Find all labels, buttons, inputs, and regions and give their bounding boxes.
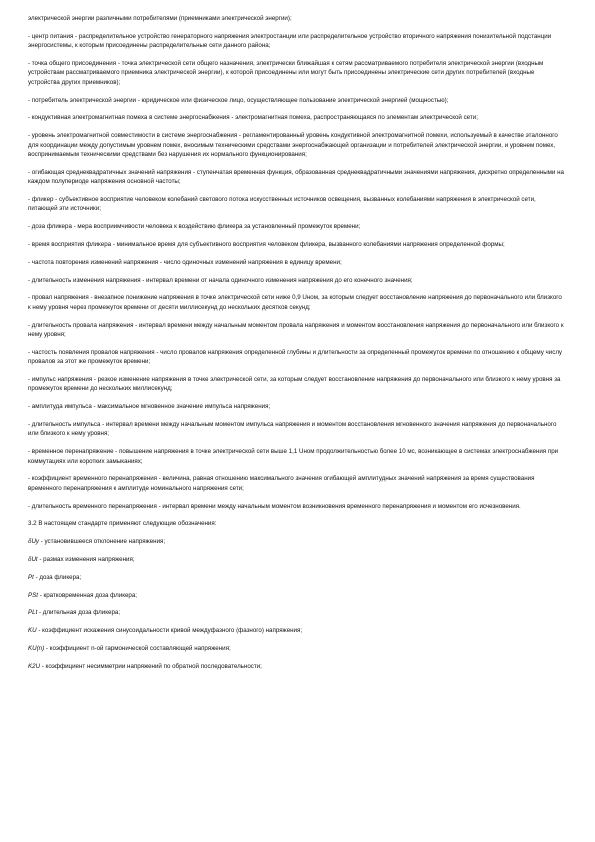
- paragraph: - длительность изменения напряжения - интервал времени от начала одиночного изменения напряжения до его конечного значения;: [28, 276, 413, 284]
- paragraph: - потребитель электрической энергии - юридическое или физическое лицо, осуществляющее пользование электрической энергией (мощностью);: [28, 96, 449, 104]
- symbol: Pt: [28, 573, 34, 581]
- symbol-definition: [28, 644, 566, 653]
- paragraph: - длительность провала напряжения - интервал времени между начальным моментом провала напряжения и моментом восстановления напряжения до первоначального или близкого к нему уровня;: [28, 321, 564, 339]
- paragraph: - фликер - субъективное восприятие человеком колебаний светового потока искусственных источников освещения, вызванных колебаниями напряжения в электрической сети, питающей эти источники;: [28, 196, 536, 213]
- symbol-definition: [28, 626, 566, 635]
- paragraph: - частость появления провалов напряжения - число провалов напряжения определенной глубины и длительности за определенный промежуток времени по отношению к общему числу провалов за этот же промежуток времени;: [28, 348, 563, 366]
- symbol-meaning: - коэффициент n-ой гармонической составляющей напряжения;: [44, 645, 231, 652]
- symbol-definition: [28, 537, 566, 546]
- section-heading: 3.2 В настоящем стандарте применяют следующие обозначения:: [28, 520, 217, 528]
- symbol: PSt: [28, 591, 38, 599]
- paragraph: - временное перенапряжение - повышение напряжения в точке электрической сети выше 1,1 Uном продолжительностью более 10 мс, возникающее в системах электроснабжения при коммутациях или коротких замыканиях;: [28, 448, 559, 465]
- symbol-definition: [28, 608, 566, 617]
- symbol: KU: [28, 627, 37, 635]
- symbol: KU(n): [28, 645, 45, 652]
- symbol-definition: [28, 573, 566, 582]
- symbol-meaning: - длительная доза фликера;: [37, 609, 121, 617]
- paragraph: - время восприятия фликера - минимальное время для субъективного восприятия человеком фликера, вызванного колебаниями напряжения определенной формы;: [28, 241, 505, 249]
- paragraph: - импульс напряжения - резкое изменение напряжения в точке электрической сети, за которым следует восстановление напряжения до первоначального или близкого к нему уровня за промежуток времени до нескольких миллисекунд;: [28, 376, 561, 393]
- symbol-meaning: - коэффициент несимметрии напряжений по обратной последовательности;: [40, 662, 262, 670]
- document-body: [28, 14, 566, 680]
- symbol-meaning: - кратковременная доза фликера;: [37, 591, 138, 599]
- symbol-meaning: - доза фликера;: [33, 573, 82, 581]
- symbol-definition: [28, 591, 566, 600]
- symbol: δUt: [28, 556, 38, 564]
- paragraph: - коэффициент временного перенапряжения - величина, равная отношению максимального значения огибающей амплитудных значений напряжения за время существования временного перенапряжения к амплитуде номинального напряжения сети;: [28, 475, 535, 492]
- paragraph: - огибающая среднеквадратичных значений напряжения - ступенчатая временная функция, образованная среднеквадратичными значениями напряжения, дискретно определенными на каждом полупериоде напряжения основной частоты;: [28, 168, 564, 186]
- paragraph: - доза фликера - мера восприимчивости человека к воздействию фликера за установленный промежуток времени;: [28, 223, 361, 231]
- paragraph: - провал напряжения - внезапное понижение напряжения в точке электрической сети ниже 0,9 Uном, за которым следует восстановление напряжения до первоначального или близкого к нему уровня через промежуток времени от десяти миллисекунд до нескольких десятков секунд;: [28, 294, 562, 311]
- paragraph: - кондуктивная электромагнитная помеха в системе энергоснабжения - электромагнитная помеха, распространяющаяся по элементам электрической сети;: [28, 114, 478, 122]
- symbol: K2U: [28, 662, 41, 670]
- symbol-definition: [28, 662, 566, 671]
- paragraph: - точка общего присоединения - точка электрической сети общего назначения, электрически ближайшая к сетям рассматриваемого потребителя электрической энергии (входным устройствам рассматриваемого приемника электрической энергии), к которой присоединены или могут быть присоединены электрические сети других потребителей (входные устройства других приемников);: [28, 60, 544, 86]
- symbol-definition: [28, 555, 566, 564]
- symbol-meaning: - коэффициент искажения синусоидальности кривой междуфазного (фазного) напряжения;: [36, 627, 303, 635]
- symbol-meaning: - установившееся отклонение напряжения;: [39, 538, 166, 546]
- paragraph: - центр питания - распределительное устройство генераторного напряжения электростанции или распределительное устройство вторичного напряжения понизительной подстанции энергосистемы, к которым присоединены распределительные сети данного района;: [28, 32, 552, 50]
- paragraph: электрической энергии различными потребителями (приемниками электрической энергии);: [28, 15, 292, 22]
- paragraph: - уровень электромагнитной совместимости в системе энергоснабжения - регламентированный уровень кондуктивной электромагнитной помехи, используемый в качестве эталонного для координации между допустимым уровнем помех, вносимым техническими средствами энергоснабжающей организации и потребителей электрической энергии, и уровнем помех, воспринимаемым техническими средствами без нарушения их нормального функционирования;: [28, 132, 558, 159]
- symbol-meaning: - размах изменения напряжения;: [37, 556, 135, 564]
- symbol: PLt: [28, 609, 38, 617]
- paragraph: - амплитуда импульса - максимальное мгновенное значение импульса напряжения;: [28, 403, 271, 411]
- paragraph: - длительность импульса - интервал времени между начальным моментом импульса напряжения и моментом восстановления мгновенного значения напряжения до первоначального или близкого к нему уровня;: [28, 421, 557, 438]
- symbol: δUу: [28, 538, 40, 546]
- paragraph: - длительность временного перенапряжения - интервал времени между начальным моментом возникновения временного перенапряжения и моментом его исчезновения.: [28, 502, 521, 510]
- paragraph: - частота повторения изменений напряжения - число одиночных изменений напряжения в единицу времени;: [28, 258, 342, 266]
